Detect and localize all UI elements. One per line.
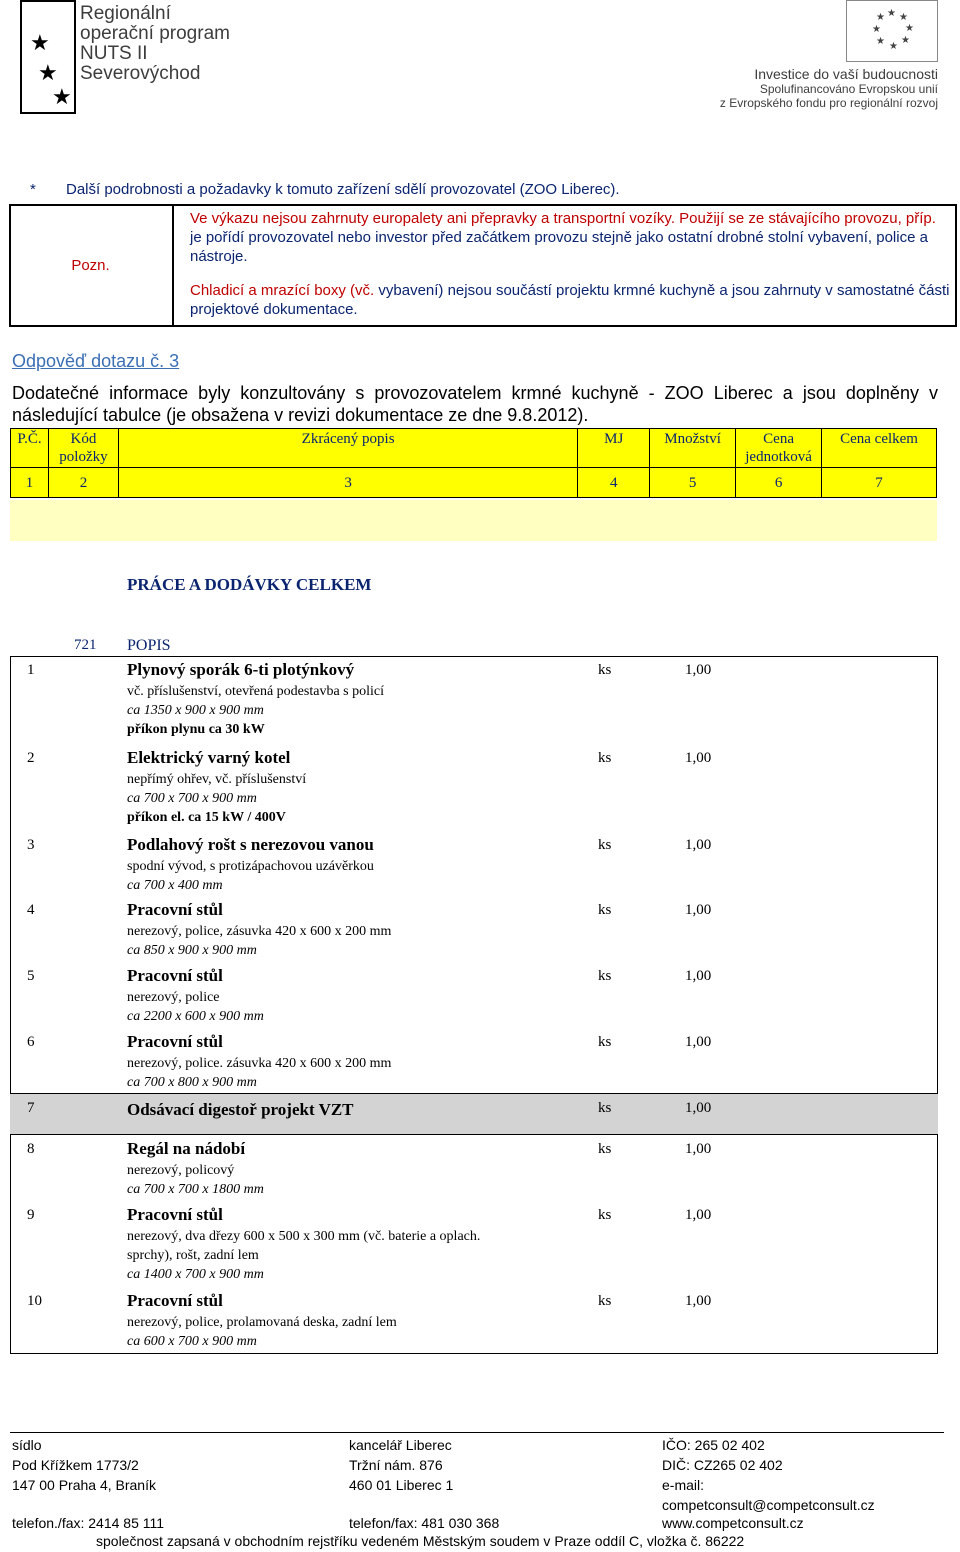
header-num: 5	[650, 468, 736, 498]
header-num: 6	[736, 468, 822, 498]
item-title: Pracovní stůl	[127, 966, 223, 985]
items-header-table	[10, 428, 937, 498]
item-number: 4	[27, 902, 35, 918]
item-unit: ks	[598, 1141, 612, 1157]
footer-line: 147 00 Praha 4, Braník	[12, 1477, 156, 1493]
logo-regional-program	[10, 0, 242, 118]
item-number: 5	[27, 968, 35, 984]
footer-line: Pod Křížkem 1773/2	[12, 1457, 139, 1473]
item-description-line: vč. příslušenství, otevřená podestavba s policí	[127, 684, 384, 699]
header-filler-band	[10, 500, 937, 541]
logo-line: NUTS II Severovýchod	[80, 43, 201, 84]
item-description-line: sprchy), rošt, zadní lem	[127, 1248, 259, 1263]
footer-line: IČO: 265 02 402	[662, 1437, 765, 1453]
logo-eu-sub: z Evropského fondu pro regionální rozvoj	[719, 96, 938, 110]
footer-registration: společnost zapsaná v obchodním rejstříku vedeném Městským soudem v Praze oddíl C, vložka č. 86222	[96, 1533, 745, 1549]
section-heading: PRÁCE A DODÁVKY CELKEM	[127, 575, 372, 594]
eu-flag-icon: ★ ★ ★ ★ ★ ★ ★ ★	[846, 0, 938, 62]
item-title: Regál na nádobí	[127, 1139, 246, 1158]
item-description-line: nerezový, police	[127, 990, 220, 1005]
item-row	[10, 1028, 938, 1093]
remark-label	[9, 204, 174, 327]
item-description	[127, 988, 567, 1026]
item-number: 7	[27, 1100, 35, 1116]
header-col-code: Kód položky	[48, 429, 118, 468]
item-row	[10, 1287, 938, 1354]
item-description	[127, 922, 567, 960]
remark-text-blue: vybavení) nejsou součástí projektu krmné kuchyně a jsou zahrnuty v samostatné části projektové dokumentace.	[190, 282, 950, 318]
item-description	[127, 1227, 567, 1284]
footer-line: Tržní nám. 876	[349, 1457, 443, 1473]
item-description-line: spodní vývod, s protizápachovou uzávěrkou	[127, 859, 374, 874]
star-icon: ★	[52, 84, 72, 109]
footer-email-link[interactable]: competconsult@competconsult.cz	[662, 1497, 875, 1513]
item-unit: ks	[598, 902, 612, 918]
header-num: 3	[118, 468, 577, 498]
item-description-line: příkon plynu ca 30 kW	[127, 722, 265, 737]
item-title: Pracovní stůl	[127, 900, 223, 919]
item-description-line: ca 700 x 700 x 900 mm	[127, 791, 257, 806]
header-col-unit: MJ	[578, 429, 650, 468]
item-description-line: ca 700 x 800 x 900 mm	[127, 1075, 257, 1090]
remark-label-text: Pozn.	[71, 257, 110, 274]
item-row	[10, 896, 938, 962]
item-row	[10, 962, 938, 1028]
header-col-desc: Zkrácený popis	[118, 429, 577, 468]
item-row	[10, 744, 938, 831]
header-num: 2	[48, 468, 118, 498]
answer-heading: Odpověď dotazu č. 3	[12, 351, 180, 371]
item-quantity: 1,00	[685, 1293, 712, 1309]
remark-line-1	[190, 209, 950, 266]
footer-column-ids	[662, 1435, 875, 1533]
item-description-line: ca 700 x 400 mm	[127, 878, 223, 893]
footer-line	[349, 1495, 499, 1515]
item-description-line: nerezový, police, prolamovaná deska, zadní lem	[127, 1315, 397, 1330]
item-row	[10, 1135, 938, 1201]
item-description-line: nerezový, police, zásuvka 420 x 600 x 200 mm	[127, 924, 392, 939]
logo-eu-sub: Spolufinancováno Evropskou unií	[759, 82, 938, 96]
item-description	[127, 1313, 567, 1351]
item-quantity: 1,00	[685, 837, 712, 853]
item-quantity: 1,00	[685, 662, 712, 678]
item-number: 2	[27, 750, 35, 766]
item-description	[127, 1161, 567, 1199]
item-description-line: příkon el. ca 15 kW / 400V	[127, 810, 286, 825]
item-description-line: nerezový, dva dřezy 600 x 500 x 300 mm (vč. baterie a oplach.	[127, 1229, 481, 1244]
footer-line: telefon/fax: 481 030 368	[349, 1515, 500, 1531]
item-quantity: 1,00	[685, 1034, 712, 1050]
logo-line: Regionální	[80, 3, 171, 24]
footer-line	[12, 1495, 164, 1515]
item-unit: ks	[598, 1100, 612, 1116]
remark-line-2	[190, 281, 950, 319]
logo-eu-text	[683, 66, 938, 110]
item-row	[10, 1093, 938, 1135]
item-description-line: nepřímý ohřev, vč. příslušenství	[127, 772, 307, 787]
item-quantity: 1,00	[685, 1207, 712, 1223]
logo-eu-title: Investice do vaší budoucnosti	[754, 66, 938, 82]
item-title: Odsávací digestoř projekt VZT	[127, 1100, 354, 1119]
item-row	[10, 831, 938, 896]
item-row	[10, 1201, 938, 1287]
item-description-line: nerezový, policový	[127, 1163, 235, 1178]
item-title: Pracovní stůl	[127, 1032, 223, 1051]
item-description	[127, 770, 567, 827]
item-title: Pracovní stůl	[127, 1205, 223, 1224]
footer-line: e-mail:	[662, 1477, 705, 1493]
item-title: Plynový sporák 6-ti plotýnkový	[127, 660, 355, 679]
item-description-line: ca 1350 x 900 x 900 mm	[127, 703, 264, 718]
item-description-line: nerezový, police. zásuvka 420 x 600 x 200 mm	[127, 1056, 392, 1071]
regional-flag-icon	[20, 0, 76, 114]
footer-divider	[10, 1432, 944, 1433]
item-description-line: ca 700 x 700 x 1800 mm	[127, 1182, 264, 1197]
footer-column-address	[12, 1435, 164, 1533]
footer-line: 460 01 Liberec 1	[349, 1477, 454, 1493]
section-name: POPIS	[127, 637, 171, 654]
item-description-line: ca 1400 x 700 x 900 mm	[127, 1267, 264, 1282]
item-title: Pracovní stůl	[127, 1291, 223, 1310]
item-quantity: 1,00	[685, 750, 712, 766]
item-description	[127, 857, 567, 895]
star-icon: ★	[38, 60, 58, 85]
item-unit: ks	[598, 1207, 612, 1223]
footer-column-office	[349, 1435, 499, 1533]
logo-line: operační program	[80, 23, 230, 44]
star-icon: ★	[30, 30, 50, 55]
item-number: 10	[27, 1293, 42, 1309]
header-col-total: Cena celkem	[822, 429, 937, 468]
item-title: Elektrický varný kotel	[127, 748, 291, 767]
item-number: 1	[27, 662, 35, 678]
footer-line: kancelář Liberec	[349, 1437, 452, 1453]
header-col-qty: Množství	[650, 429, 736, 468]
logo-left-text	[80, 4, 242, 84]
note-text: Další podrobnosti a požadavky k tomuto zařízení sdělí provozovatel (ZOO Liberec).	[66, 181, 620, 198]
item-unit: ks	[598, 968, 612, 984]
item-number: 3	[27, 837, 35, 853]
item-description-line: ca 850 x 900 x 900 mm	[127, 943, 257, 958]
item-description	[127, 1054, 567, 1092]
item-quantity: 1,00	[685, 1141, 712, 1157]
item-number: 9	[27, 1207, 35, 1223]
footer-line: DIČ: CZ265 02 402	[662, 1457, 783, 1473]
header-num: 1	[11, 468, 49, 498]
item-row	[10, 656, 938, 744]
header-col-unit-price: Cena jednotková	[736, 429, 822, 468]
item-description-line: ca 2200 x 600 x 900 mm	[127, 1009, 264, 1024]
item-number: 8	[27, 1141, 35, 1157]
item-unit: ks	[598, 1293, 612, 1309]
remark-text-red: Chladicí a mrazící boxy (vč.	[190, 282, 375, 299]
item-title: Podlahový rošt s nerezovou vanou	[127, 835, 374, 854]
header-col-pc: P.Č.	[11, 429, 49, 468]
item-unit: ks	[598, 750, 612, 766]
header-num: 7	[822, 468, 937, 498]
item-description-line: ca 600 x 700 x 900 mm	[127, 1334, 257, 1349]
section-code: 721	[74, 637, 97, 653]
item-quantity: 1,00	[685, 902, 712, 918]
note-asterisk: *	[30, 181, 36, 198]
item-quantity: 1,00	[685, 1100, 712, 1116]
item-unit: ks	[598, 1034, 612, 1050]
item-number: 6	[27, 1034, 35, 1050]
item-quantity: 1,00	[685, 968, 712, 984]
answer-body: Dodatečné informace byly konzultovány s provozovatelem krmné kuchyně - ZOO Liberec a jsou doplněny v následující tabulce (je obsažena v revizi dokumentace ze dne 9.8.2012).	[12, 383, 938, 425]
footer-web-link[interactable]: www.competconsult.cz	[662, 1515, 804, 1531]
item-description	[127, 682, 567, 739]
remark-text-red: Ve výkazu nejsou zahrnuty europalety ani přepravky a transportní vozíky. Použijí se ze stávajícího provozu, příp.	[190, 210, 936, 227]
footer-line: telefon./fax: 2414 85 111	[12, 1515, 165, 1531]
footer-line: sídlo	[12, 1437, 42, 1453]
header-num: 4	[578, 468, 650, 498]
remark-text-blue: je pořídí provozovatel nebo investor před začátkem provozu stejně jako ostatní drobné stolní vybavení, police a nástroje.	[190, 229, 928, 265]
item-unit: ks	[598, 837, 612, 853]
item-unit: ks	[598, 662, 612, 678]
